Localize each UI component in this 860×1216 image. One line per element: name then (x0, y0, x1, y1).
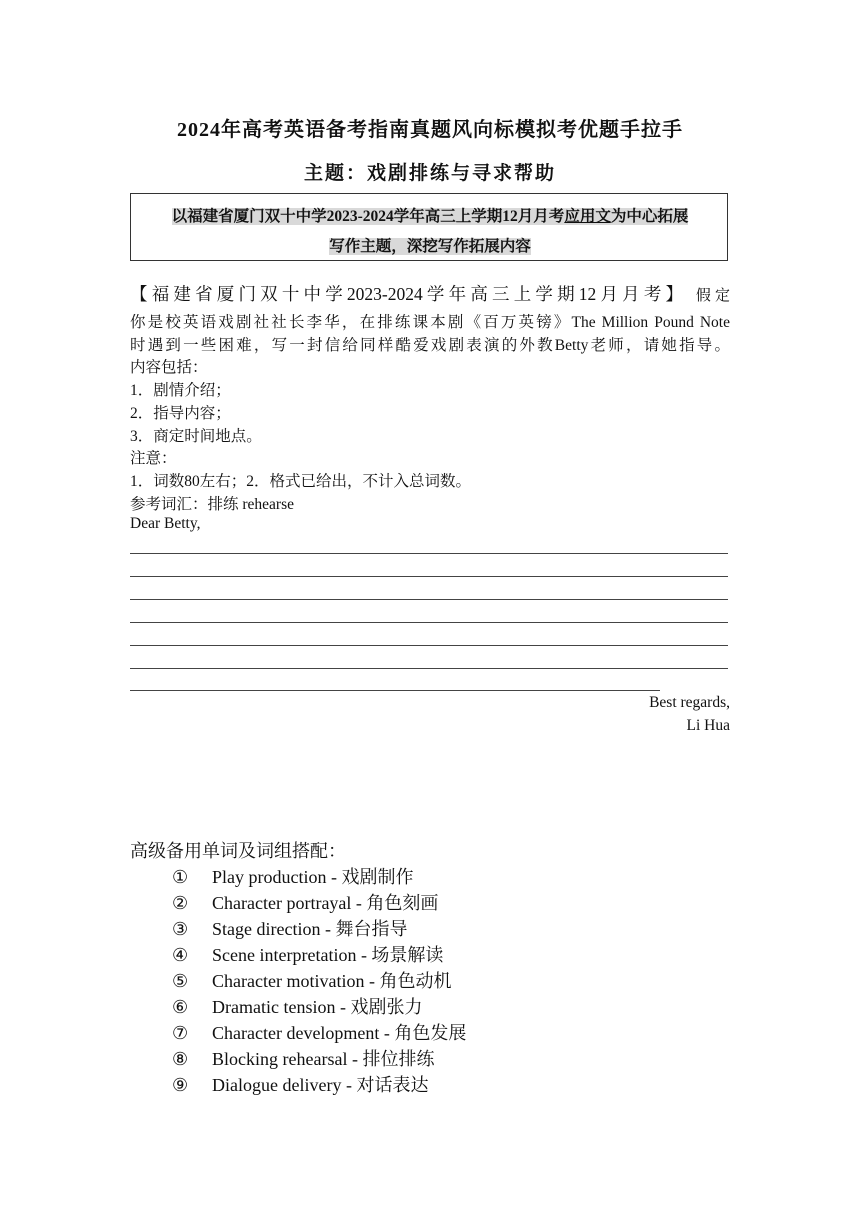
vocab-item (172, 889, 438, 915)
vocab-item (172, 941, 443, 967)
vocab-item-number: ⑤ (172, 971, 189, 991)
prompt-line-2: 你是校英语戏剧社社长李华，在排练课本剧《百万英镑》The Million Pound Note (130, 314, 730, 331)
content-item-2: 2．指导内容； (130, 405, 231, 422)
vocab-item (172, 1019, 466, 1045)
answer-line (130, 599, 728, 600)
prompt-line-3: 时遇到一些困难，写一封信给同样酷爱戏剧表演的外教Betty老师，请她指导。 (130, 337, 730, 354)
answer-line (130, 645, 728, 646)
document-subtitle: 主题：戏剧排练与寻求帮助 (303, 163, 556, 184)
prompt-source: 【福建省厦门双十中学2023-2024学年高三上学期12月月考】 (130, 284, 688, 304)
vocab-item-text: Play production - 戏剧制作 (212, 867, 414, 887)
vocab-item-text: Character portrayal - 角色刻画 (212, 893, 439, 913)
letter-greeting: Dear Betty, (130, 515, 201, 532)
letter-closing: Best regards, (649, 694, 730, 711)
vocab-item-text: Stage direction - 舞台指导 (212, 919, 408, 939)
answer-line (130, 622, 728, 623)
answer-line (130, 553, 728, 554)
answer-line (130, 576, 728, 577)
vocab-item-number: ④ (172, 945, 189, 965)
topic-box-line-1 (131, 204, 729, 226)
vocab-item (172, 863, 413, 889)
vocab-item (172, 967, 451, 993)
letter-signature: Li Hua (686, 717, 730, 734)
document-title: 2024年高考英语备考指南真题风向标模拟考优题手拉手 (177, 119, 683, 141)
note-text: 1．词数80左右；2．格式已给出，不计入总词数。 (130, 473, 472, 490)
topic-box (130, 193, 728, 261)
prompt-lead: 假定 (695, 288, 731, 304)
vocab-item-text: Blocking rehearsal - 排位排练 (212, 1049, 435, 1069)
vocab-item (172, 1045, 434, 1071)
vocab-item-number: ③ (172, 919, 189, 939)
vocab-item-text: Character motivation - 角色动机 (212, 971, 452, 991)
vocab-item-number: ① (172, 867, 189, 887)
vocab-item-number: ⑥ (172, 997, 189, 1017)
vocab-item-number: ② (172, 893, 189, 913)
vocab-item-text: Dialogue delivery - 对话表达 (212, 1075, 429, 1095)
content-item-1: 1．剧情介绍； (130, 382, 231, 399)
prompt-source-line (130, 281, 730, 306)
topic-box-line-2 (131, 234, 729, 256)
vocab-item (172, 915, 407, 941)
topic-box-text-1c: 为中心拓展 (610, 208, 689, 225)
vocab-item-number: ⑦ (172, 1023, 189, 1043)
vocab-item-text: Character development - 角色发展 (212, 1023, 467, 1043)
note-label: 注意： (130, 450, 177, 467)
topic-box-text-1b: 应用文 (564, 208, 611, 225)
answer-line (130, 668, 728, 669)
vocab-item (172, 993, 422, 1019)
vocab-item-number: ⑧ (172, 1049, 189, 1069)
content-label: 内容包括： (130, 359, 208, 376)
vocab-item-number: ⑨ (172, 1075, 189, 1095)
vocab-item-text: Dramatic tension - 戏剧张力 (212, 997, 423, 1017)
vocab-item (172, 1071, 428, 1097)
answer-line (130, 690, 660, 691)
vocab-title: 高级备用单词及词组搭配： (130, 841, 346, 861)
topic-box-text-1a: 以福建省厦门双十中学2023-2024学年高三上学期12月月考 (171, 208, 565, 225)
content-item-3: 3．商定时间地点。 (130, 428, 262, 445)
topic-box-text-2: 写作主题，深挖写作拓展内容 (329, 238, 531, 255)
vocab-hint: 参考词汇：排练 rehearse (130, 496, 294, 513)
vocab-item-text: Scene interpretation - 场景解读 (212, 945, 444, 965)
